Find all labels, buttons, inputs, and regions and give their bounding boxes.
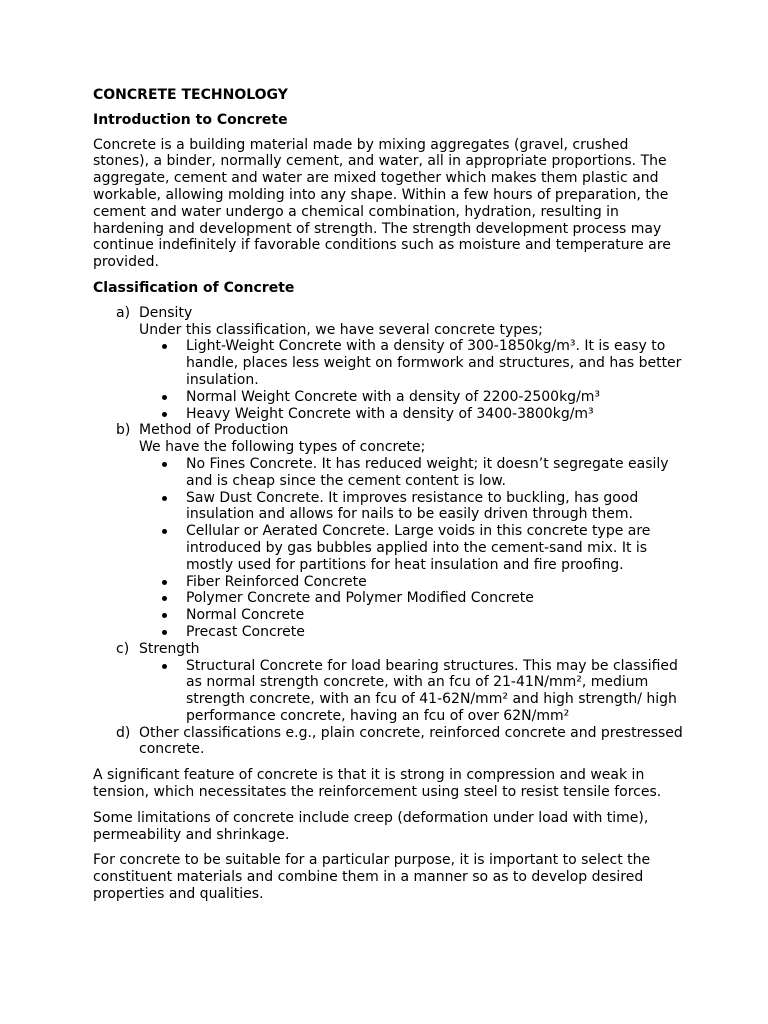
list-marker: b): [116, 422, 131, 439]
list-item: Normal Concrete: [139, 607, 683, 624]
list-item: No Fines Concrete. It has reduced weight; it doesn’t segregate easily and is cheap since the cement content is low.: [139, 456, 683, 490]
list-marker: c): [116, 640, 130, 657]
list-item: Saw Dust Concrete. It improves resistance to buckling, has good insulation and allows for nails to be easily driven through them.: [139, 490, 683, 524]
classification-intro: Under this classification, we have several concrete types;: [139, 321, 543, 338]
list-item: Light-Weight Concrete with a density of 300-1850kg/m³. It is easy to handle, places less weight on formwork and structures, and has better insulation.: [139, 338, 683, 388]
document-page: [93, 87, 683, 912]
list-item: Fiber Reinforced Concrete: [139, 574, 683, 591]
list-item: Cellular or Aerated Concrete. Large voids in this concrete type are introduced by gas bubbles applied into the cement-sand mix. It is mostly used for partitions for heat insulation and fire proofing.: [139, 523, 683, 573]
list-marker: a): [116, 304, 131, 321]
classification-label: Strength: [139, 640, 200, 657]
body-paragraph: A significant feature of concrete is that it is strong in compression and weak in tension, which necessitates the reinforcement using steel to resist tensile forces.: [93, 767, 662, 801]
bullet-list: [139, 456, 683, 641]
list-item: Normal Weight Concrete with a density of 2200-2500kg/m³: [139, 389, 683, 406]
classification-list: [93, 305, 683, 759]
classification-label: Density: [139, 304, 193, 321]
classification-label: Other classifications e.g., plain concrete, reinforced concrete and prestressed concrete.: [139, 724, 683, 758]
list-item: Heavy Weight Concrete with a density of 3400-3800kg/m³: [139, 406, 683, 423]
classification-label: Method of Production: [139, 422, 289, 439]
intro-heading: Introduction to Concrete: [93, 111, 288, 128]
bullet-list: [139, 658, 683, 725]
body-paragraph: For concrete to be suitable for a particular purpose, it is important to select the constituent materials and combine them in a manner so as to develop desired properties and qualities.: [93, 852, 651, 903]
intro-paragraph: Concrete is a building material made by mixing aggregates (gravel, crushed stones), a binder, normally cement, and water, all in appropriate proportions. The aggregate, cement and water are mixed together which makes them plastic and workable, allowing molding into any shape. Within a few hours of preparation, the cement and water undergo a chemical combination, hydration, resulting in hardening and development of strength. The strength development process may continue indefinitely if favorable conditions such as moisture and temperature are provided.: [93, 136, 671, 271]
list-item: Polymer Concrete and Polymer Modified Concrete: [139, 590, 683, 607]
classification-item-other: [93, 725, 683, 759]
classification-item-strength: [93, 641, 683, 725]
document-title: CONCRETE TECHNOLOGY: [93, 87, 288, 103]
classification-intro: We have the following types of concrete;: [139, 439, 426, 456]
classification-heading: Classification of Concrete: [93, 279, 295, 296]
list-item: Precast Concrete: [139, 624, 683, 641]
list-item: Structural Concrete for load bearing structures. This may be classified as normal strength concrete, with an fcu of 21-41N/mm², medium strength concrete, with an fcu of 41-62N/mm² and high strength/ high performance concrete, having an fcu of over 62N/mm²: [139, 658, 683, 725]
body-paragraph: Some limitations of concrete include creep (deformation under load with time), permeability and shrinkage.: [93, 809, 649, 843]
classification-item-density: [93, 305, 683, 423]
classification-item-production: [93, 422, 683, 640]
bullet-list: [139, 338, 683, 422]
list-marker: d): [116, 724, 131, 741]
